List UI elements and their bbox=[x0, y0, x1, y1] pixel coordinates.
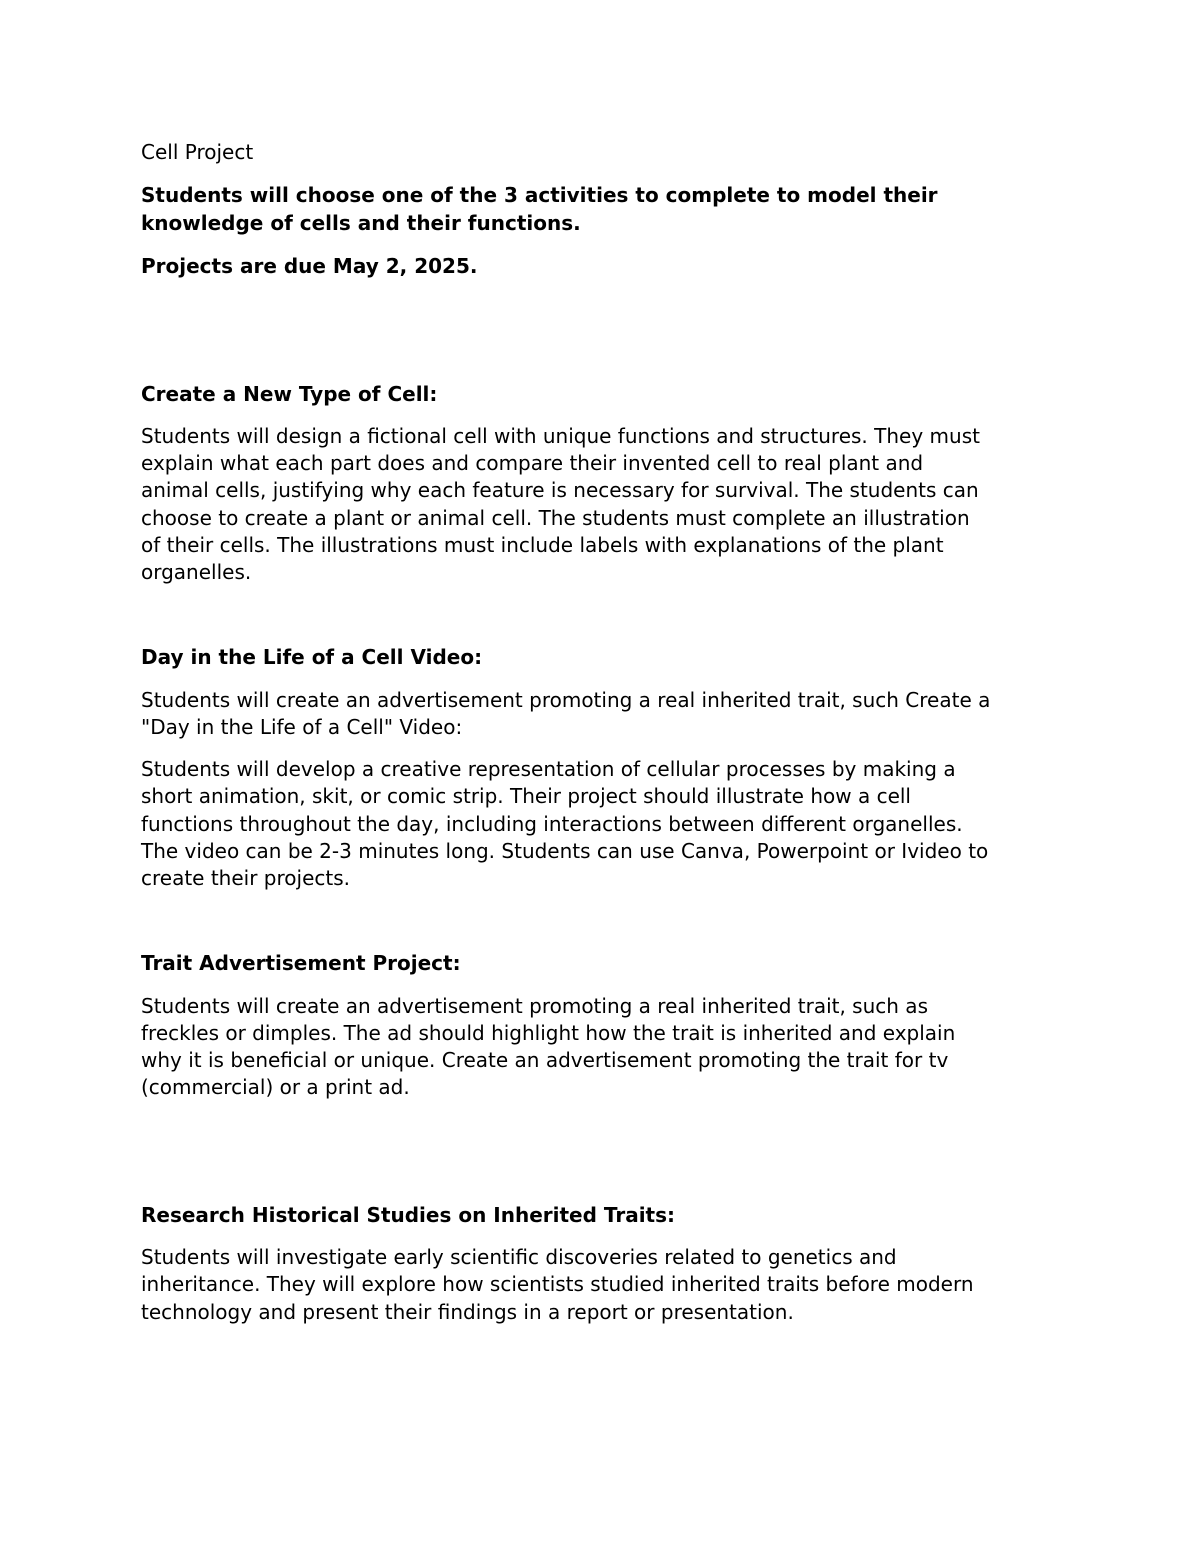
paragraph-line: of their cells. The illustrations must include labels with explanations of the plant bbox=[141, 533, 944, 557]
paragraph-line: Students will create an advertisement promoting a real inherited trait, such Create a bbox=[141, 688, 991, 712]
paragraph-line: technology and present their findings in a report or presentation. bbox=[141, 1300, 794, 1324]
paragraph-line: freckles or dimples. The ad should highlight how the trait is inherited and explain bbox=[141, 1021, 956, 1045]
intro-line-1: Students will choose one of the 3 activities to complete to model their bbox=[141, 183, 938, 207]
section-heading-cell-video: Day in the Life of a Cell Video: bbox=[141, 645, 483, 669]
paragraph-line: Students will create an advertisement promoting a real inherited trait, such as bbox=[141, 994, 928, 1018]
section-heading-trait-ad: Trait Advertisement Project: bbox=[141, 951, 461, 975]
paragraph-line: choose to create a plant or animal cell. The students must complete an illustration bbox=[141, 506, 970, 530]
paragraph-line: The video can be 2-3 minutes long. Students can use Canva, Powerpoint or Ivideo to bbox=[141, 839, 989, 863]
document-title: Cell Project bbox=[141, 140, 254, 164]
paragraph-line: "Day in the Life of a Cell" Video: bbox=[141, 715, 463, 739]
paragraph-line: short animation, skit, or comic strip. Their project should illustrate how a cell bbox=[141, 784, 911, 808]
paragraph-line: why it is beneficial or unique. Create an advertisement promoting the trait for tv bbox=[141, 1048, 949, 1072]
paragraph-line: (commercial) or a print ad. bbox=[141, 1075, 410, 1099]
paragraph-line: create their projects. bbox=[141, 866, 350, 890]
paragraph-line: explain what each part does and compare their invented cell to real plant and bbox=[141, 451, 924, 475]
due-date-line: Projects are due May 2, 2025. bbox=[141, 254, 478, 278]
section-heading-new-cell: Create a New Type of Cell: bbox=[141, 382, 438, 406]
paragraph-line: animal cells, justifying why each feature is necessary for survival. The students can bbox=[141, 478, 979, 502]
paragraph-line: Students will develop a creative representation of cellular processes by making a bbox=[141, 757, 956, 781]
paragraph-line: inheritance. They will explore how scientists studied inherited traits before modern bbox=[141, 1272, 974, 1296]
paragraph-line: Students will design a fictional cell with unique functions and structures. They must bbox=[141, 424, 980, 448]
section-heading-historical-studies: Research Historical Studies on Inherited Traits: bbox=[141, 1203, 676, 1227]
paragraph-line: Students will investigate early scientific discoveries related to genetics and bbox=[141, 1245, 897, 1269]
paragraph-line: functions throughout the day, including interactions between different organelles. bbox=[141, 812, 963, 836]
intro-line-2: knowledge of cells and their functions. bbox=[141, 211, 581, 235]
paragraph-line: organelles. bbox=[141, 560, 252, 584]
